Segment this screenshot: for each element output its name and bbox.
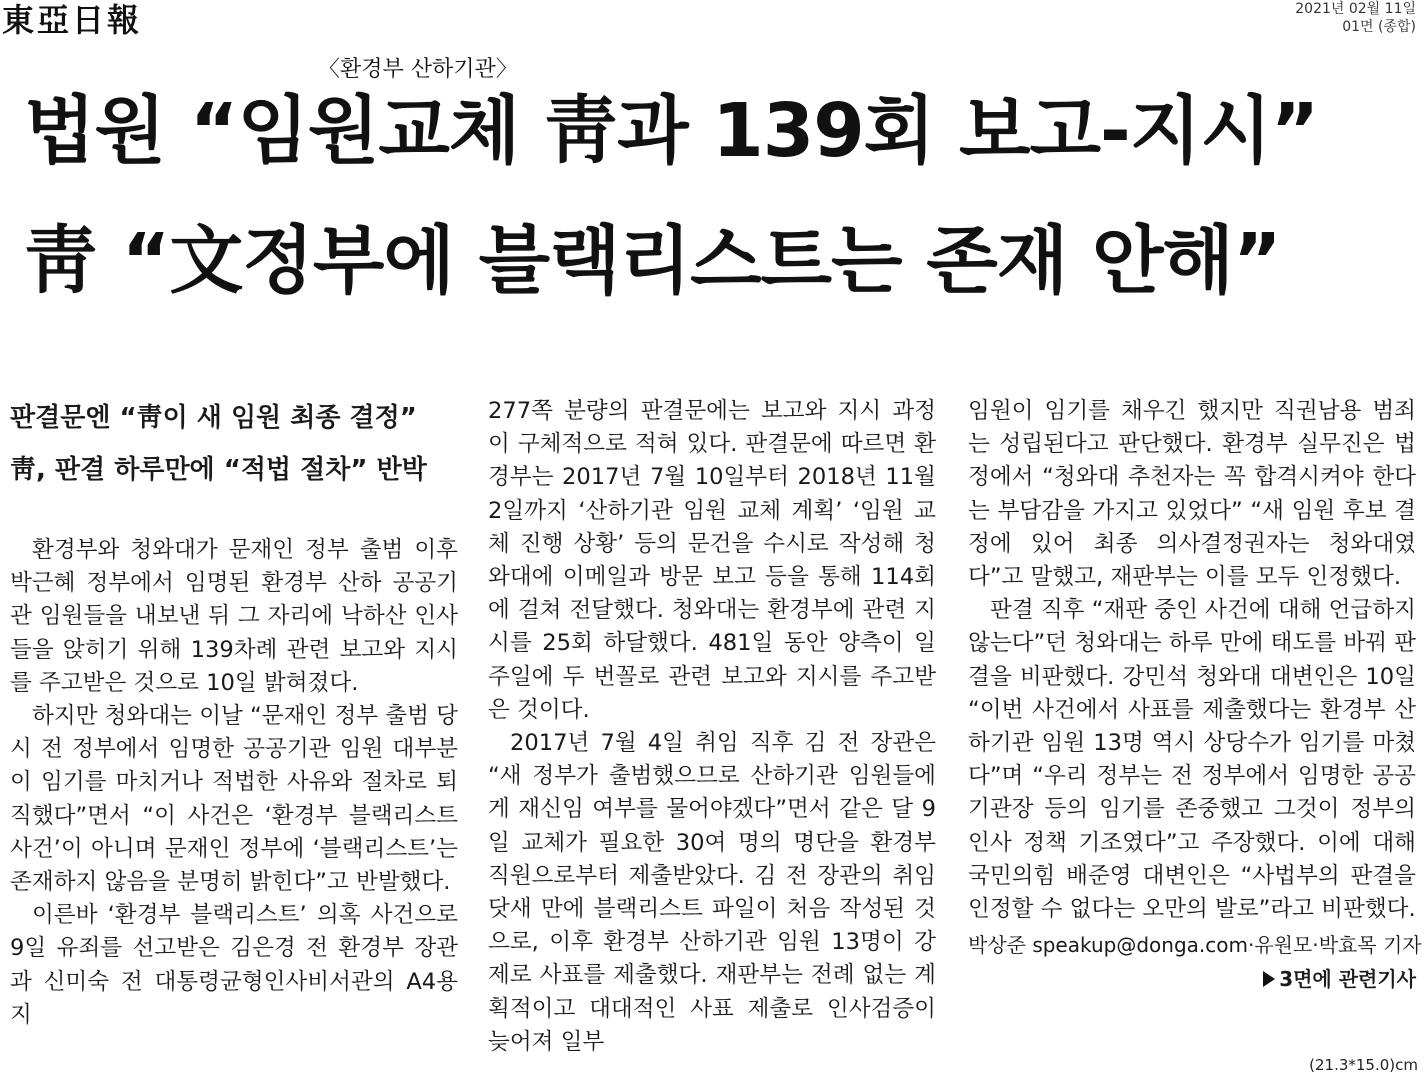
related-article-link	[968, 962, 1416, 996]
second-headline: 靑 “文정부에 블랙리스트는 존재 안해”	[24, 218, 1281, 304]
article-paragraph: 이른바 ‘환경부 블랙리스트’ 의혹 사건으로 9일 유죄를 선고받은 김은경 전 환경부 장관과 신미숙 전 대통령균형인사비서관의 A4용지	[10, 902, 458, 1028]
article-paragraph: 임원이 임기를 채우긴 했지만 직권남용 범죄는 성립된다고 판단했다. 환경부 실무진은 법정에서 “청와대 추천자는 꼭 합격시켜야 한다는 부담감을 가지고 있었다” “새 임원 후보 결정에 있어 최종 의사결정권자는 청와대였다”고 말했고, 재판부는 이를 모두 인정했다.	[968, 398, 1416, 591]
subheadline-block	[10, 392, 458, 496]
subheadline-1: 판결문엔 “靑이 새 임원 최종 결정”	[10, 403, 417, 433]
article-paragraph: 하지만 청와대는 이날 “문재인 정부 출범 당시 전 정부에서 임명한 공공기관 임원 대부분이 임기를 마치거나 적법한 사유와 절차로 퇴직했다”면서 “이 사건은 ‘환경부 블랙리스트 사건’이 아니며 문재인 정부에 ‘블랙리스트’는 존재하지 않음을 분명히 밝힌다”고 반발했다.	[10, 703, 458, 896]
headline-kicker: 〈환경부 산하기관〉	[318, 57, 518, 82]
subheadline-2: 靑, 판결 하루만에 “적법 절차” 반박	[10, 455, 427, 485]
article-column-2	[488, 395, 936, 1059]
triangle-arrow-icon	[1263, 971, 1275, 987]
article-paragraph: 277쪽 분량의 판결문에는 보고와 지시 과정이 구체적으로 적혀 있다. 판결문에 따르면 환경부는 2017년 7월 10일부터 2018년 11월 2일까지 ‘산하기관 임원 교체 계획’ ‘임원 교체 진행 상황’ 등의 문건을 수시로 작성해 청와대에 이메일과 방문 보고 등을 통해 114회에 걸쳐 전달했다. 청와대는 환경부에 관련 지시를 25회 하달했다. 481일 동안 양측이 일주일에 두 번꼴로 관련 보고와 지시를 주고받은 것이다.	[488, 398, 936, 723]
article-column-3	[968, 395, 1422, 996]
publication-date: 2021년 02월 11일	[1295, 1, 1416, 17]
newspaper-logo: 東亞日報	[2, 1, 143, 39]
article-column-1	[10, 392, 458, 1032]
related-article-label: 3면에 관련기사	[1279, 967, 1416, 992]
article-paragraph: 판결 직후 “재판 중인 사건에 대해 언급하지 않는다”던 청와대는 하루 만에 태도를 바꿔 판결을 비판했다. 강민석 청와대 대변인은 10일 “이번 사건에서 사표를 제출했다는 환경부 산하기관 임원 13명 역시 상당수가 임기를 마쳤다”며 “우리 정부는 전 정부에서 임명한 공공기관장 등의 임기를 존중했고 그것이 정부의 인사 정책 기조였다”고 주장했다. 이에 대해 국민의힘 배준영 대변인은 “사법부의 판결을 인정할 수 없다는 오만의 발로”라고 비판했다.	[968, 597, 1416, 923]
main-headline: 법원 “임원교체 靑과 139회 보고-지시”	[24, 88, 1319, 174]
article-paragraph: 2017년 7월 4일 취임 직후 김 전 장관은 “새 정부가 출범했으므로 산하기관 임원들에게 재신임 여부를 물어야겠다”면서 같은 달 9일 교체가 필요한 30여 명의 명단을 환경부 직원으로부터 제출받았다. 김 전 장관의 취임 닷새 만에 블랙리스트 파일이 처음 작성된 것으로, 이후 환경부 산하기관 임원 13명이 강제로 사표를 제출했다. 재판부는 전례 없는 계획적이고 대대적인 사표 제출로 인사검증이 늦어져 일부	[488, 730, 936, 1055]
article-paragraph: 환경부와 청와대가 문재인 정부 출범 이후 박근혜 정부에서 임명된 환경부 산하 공공기관 임원들을 내보낸 뒤 그 자리에 낙하산 인사들을 앉히기 위해 139차례 관련 보고와 지시를 주고받은 것으로 10일 밝혀졌다.	[10, 537, 458, 696]
article-size-note: (21.3*15.0)cm	[1309, 1056, 1418, 1074]
article-byline: 박상준 speakup@donga.com·유원모·박효목 기자	[968, 933, 1422, 958]
edition-info	[1295, 0, 1416, 36]
page-section: 01면 (종합)	[1342, 19, 1416, 35]
